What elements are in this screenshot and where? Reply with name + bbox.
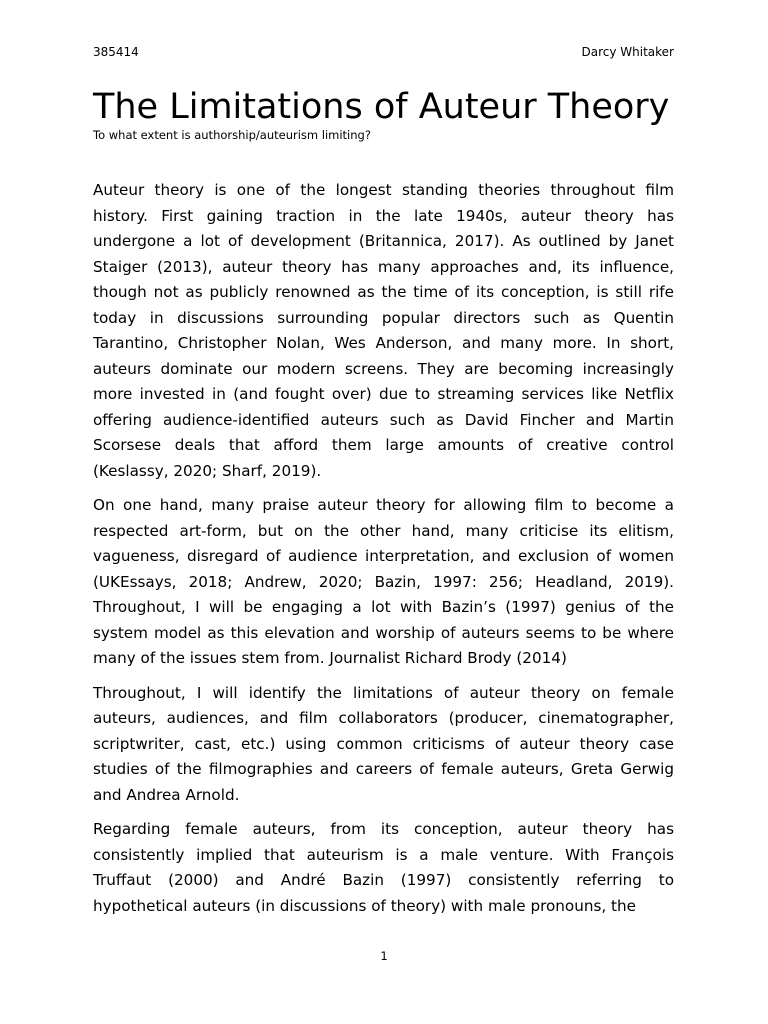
body-paragraph-3: Throughout, I will identify the limitations of auteur theory on female auteurs, audiences, and film collaborators (producer, cinematographer, scriptwriter, cast, etc.) using common criticisms of auteur theory case studies of the filmographies and careers of female auteurs, Greta Gerwig and Andrea Arnold. [93,683,674,804]
header-author: Darcy Whitaker [581,45,674,59]
document-subtitle: To what extent is authorship/auteurism limiting? [93,128,371,142]
document-title: The Limitations of Auteur Theory [93,87,670,127]
page-header [93,44,674,60]
document-body [93,178,674,919]
header-student-id: 385414 [93,45,139,59]
body-paragraph-4: Regarding female auteurs, from its conception, auteur theory has consistently implied that auteurism is a male venture. With François Truffaut (2000) and André Bazin (1997) consistently referring to hypothetical auteurs (in discussions of theory) with male pronouns, the [93,820,674,915]
body-paragraph-2: On one hand, many praise auteur theory for allowing film to become a respected art-form, but on the other hand, many criticise its elitism, vagueness, disregard of audience interpretation, and exclusion of women (UKEssays, 2018; Andrew, 2020; Bazin, 1997: 256; Headland, 2019). Throughout, I will be engaging a lot with Bazin’s (1997) genius of the system model as this elevation and worship of auteurs seems to be where many of the issues stem from. Journalist Richard Brody (2014) [93,496,674,667]
body-paragraph-1: Auteur theory is one of the longest standing theories throughout film history. First gaining traction in the late 1940s, auteur theory has undergone a lot of development (Britannica, 2017). As outlined by Janet Staiger (2013), auteur theory has many approaches and, its influence, though not as publicly renowned as the time of its conception, is still rife today in discussions surrounding popular directors such as Quentin Tarantino, Christopher Nolan, Wes Anderson, and many more. In short, auteurs dominate our modern screens. They are becoming increasingly more invested in (and fought over) due to streaming services like Netflix offering audience-identified auteurs such as David Fincher and Martin Scorsese deals that afford them large amounts of creative control (Keslassy, 2020; Sharf, 2019). [93,181,674,480]
page-number: 1 [380,949,388,963]
